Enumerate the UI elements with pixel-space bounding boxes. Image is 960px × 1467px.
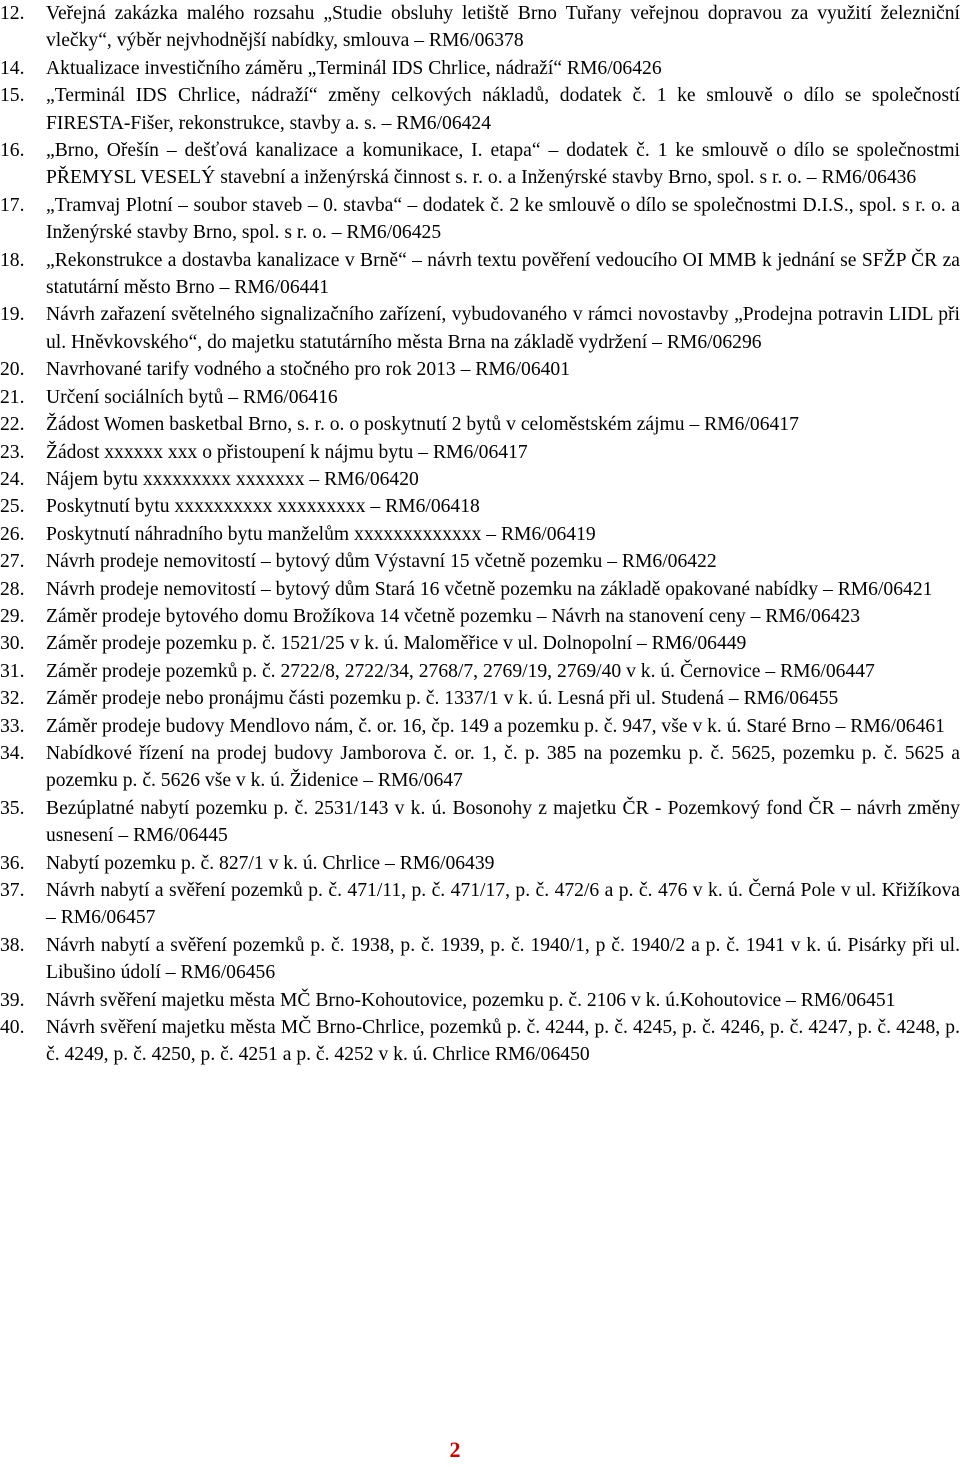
agenda-item [0,987,960,1014]
agenda-item-number: 39. [0,989,25,1011]
agenda-item-number: 37. [0,880,25,901]
agenda-item-number: 21. [0,386,25,408]
agenda-item-text: „Tramvaj Plotní – soubor staveb – 0. stavba“ – dodatek č. 2 ke smlouvě o dílo se společnostmi D.I.S., spol. s r. o. a Inženýrské stavby Brno, spol. s r. o. – RM6/06425 [46,194,960,244]
agenda-item [0,932,960,987]
agenda-item [0,877,960,932]
agenda-item-number: 25. [0,496,25,518]
agenda-item-text: Nabytí pozemku p. č. 827/1 v k. ú. Chrlice – RM6/06439 [46,852,495,874]
agenda-item-text: Záměr prodeje pozemku p. č. 1521/25 v k. ú. Maloměřice v ul. Dolnopolní – RM6/06449 [46,633,747,655]
agenda-item-number: 20. [0,359,25,381]
agenda-item [0,192,960,247]
agenda-item [0,521,960,548]
agenda-item-text: Návrh zařazení světelného signalizačního zařízení, vybudovaného v rámci novostavby „Prodejna potravin LIDL při ul. Hněvkovského“, do majetku statutárního města Brna na základě vydržení – RM6/06296 [46,304,960,353]
agenda-item [0,850,960,877]
agenda-item-text: „Brno, Ořešín – dešťová kanalizace a komunikace, I. etapa“ – dodatek č. 1 ke smlouvě o dílo se společnostmi PŘEMYSL VESELÝ stavební a inženýrská činnost s. r. o. a Inženýrské stavby Brno, spol. s r. o. – RM6/06436 [46,140,960,189]
agenda-item [0,55,960,82]
page-number: 2 [449,1437,461,1462]
agenda-item-text: Bezúplatné nabytí pozemku p. č. 2531/143 v k. ú. Bosonohy z majetku ČR - Pozemkový fond ČR – návrh změny usnesení – RM6/06445 [46,797,960,847]
agenda-item-text: Záměr prodeje nebo pronájmu části pozemku p. č. 1337/1 v k. ú. Lesná při ul. Studená – RM6/06455 [46,688,839,710]
agenda-item-text: Nájem bytu xxxxxxxxx xxxxxxx – RM6/06420 [46,468,419,490]
agenda-item-number: 22. [0,414,25,436]
agenda-item [0,137,960,192]
agenda-item-number: 12. [0,3,25,24]
agenda-item [0,603,960,630]
agenda-item-number: 31. [0,660,25,682]
agenda-item [0,356,960,383]
agenda-item [0,82,960,137]
agenda-item-text: Záměr prodeje pozemků p. č. 2722/8, 2722/34, 2768/7, 2769/19, 2769/40 v k. ú. Černovice – RM6/06447 [46,660,875,682]
agenda-item-number: 38. [0,934,25,956]
agenda-item-text: „Rekonstrukce a dostavba kanalizace v Brně“ – návrh textu pověření vedoucího OI MMB k jednání se SFŽP ČR za statutární město Brno – RM6/06441 [46,249,960,299]
agenda-item-number: 26. [0,523,25,545]
agenda-item [0,576,960,603]
agenda-item-number: 24. [0,468,25,490]
agenda-item-number: 35. [0,797,25,819]
agenda-item-number: 34. [0,742,25,764]
agenda-item-text: Žádost Women basketbal Brno, s. r. o. o poskytnutí 2 bytů v celoměstském zájmu – RM6/06417 [46,414,799,436]
agenda-item-text: Návrh prodeje nemovitostí – bytový dům Stará 16 včetně pozemku na základě opakované nabídky – RM6/06421 [46,578,933,600]
agenda-item-number: 17. [0,194,25,216]
agenda-item [0,795,960,850]
agenda-item [0,0,960,55]
agenda-item-number: 15. [0,85,25,107]
agenda-item-text: Záměr prodeje bytového domu Brožíkova 14 včetně pozemku – Návrh na stanovení ceny – RM6/06423 [46,605,861,627]
agenda-item-number: 36. [0,852,25,874]
agenda-item [0,439,960,466]
agenda-item-number: 40. [0,1017,25,1039]
agenda-item-text: Návrh svěření majetku města MČ Brno-Kohoutovice, pozemku p. č. 2106 v k. ú.Kohoutovice – RM6/06451 [46,989,896,1011]
agenda-item-text: Návrh prodeje nemovitostí – bytový dům Výstavní 15 včetně pozemku – RM6/06422 [46,551,717,573]
agenda-item-text: Určení sociálních bytů – RM6/06416 [46,386,338,408]
agenda-item-number: 28. [0,578,25,600]
agenda-item [0,384,960,411]
agenda-item [0,658,960,685]
agenda-item [0,713,960,740]
agenda-item-text: „Terminál IDS Chrlice, nádraží“ změny celkových nákladů, dodatek č. 1 ke smlouvě o dílo se společností FIRESTA-Fišer, rekonstrukce, stavby a. s. – RM6/06424 [46,85,960,134]
agenda-item [0,247,960,302]
agenda-item [0,548,960,575]
agenda-item [0,1014,960,1069]
agenda-item-text: Záměr prodeje budovy Mendlovo nám, č. or. 16, čp. 149 a pozemku p. č. 947, vše v k. ú. Staré Brno – RM6/06461 [46,715,945,737]
agenda-item-text: Veřejná zakázka malého rozsahu „Studie obsluhy letiště Brno Tuřany veřejnou dopravou za využití železniční vlečky“, výběr nejvhodnější nabídky, smlouva – RM6/06378 [46,3,960,52]
agenda-item [0,466,960,493]
agenda-item-number: 16. [0,140,25,162]
agenda-item-text: Žádost xxxxxx xxx o přistoupení k nájmu bytu – RM6/06417 [46,441,528,463]
agenda-item-number: 29. [0,605,25,627]
agenda-item [0,685,960,712]
agenda-item-number: 32. [0,688,25,710]
agenda-item-text: Návrh nabytí a svěření pozemků p. č. 471/11, p. č. 471/17, p. č. 472/6 a p. č. 476 v k. ú. Černá Pole v ul. Křižíkova – RM6/06457 [46,880,960,929]
agenda-item [0,493,960,520]
agenda-item-text: Aktualizace investičního záměru „Terminál IDS Chrlice, nádraží“ RM6/06426 [46,57,662,79]
agenda-item-number: 14. [0,57,25,79]
agenda-item-text: Návrh svěření majetku města MČ Brno-Chrlice, pozemků p. č. 4244, p. č. 4245, p. č. 4246, p. č. 4247, p. č. 4248, p. č. 4249, p. č. 4250, p. č. 4251 a p. č. 4252 v k. ú. Chrlice RM6/06450 [46,1017,960,1066]
agenda-item-number: 23. [0,441,25,463]
agenda-item-text: Navrhované tarify vodného a stočného pro rok 2013 – RM6/06401 [46,359,571,381]
agenda-item-text: Návrh nabytí a svěření pozemků p. č. 1938, p. č. 1939, p. č. 1940/1, p č. 1940/2 a p. č. 1941 v k. ú. Pisárky při ul. Libušino údolí – RM6/06456 [46,934,960,984]
agenda-item-text: Poskytnutí náhradního bytu manželům xxxxxxxxxxxxx – RM6/06419 [46,523,596,545]
agenda-item-text: Poskytnutí bytu xxxxxxxxxx xxxxxxxxx – RM6/06418 [46,496,480,518]
agenda-item-number: 19. [0,304,25,326]
agenda-item [0,301,960,356]
agenda-item [0,411,960,438]
agenda-item-number: 30. [0,633,25,655]
agenda-item-text: Nabídkové řízení na prodej budovy Jamborova č. or. 1, č. p. 385 na pozemku p. č. 5625, pozemku p. č. 5625 a pozemku p. č. 5626 vše v k. ú. Židenice – RM6/0647 [46,742,960,792]
agenda-item [0,630,960,657]
agenda-item-number: 18. [0,249,25,271]
agenda-item-number: 27. [0,551,25,573]
agenda-item-number: 33. [0,715,25,737]
agenda-item [0,740,960,795]
